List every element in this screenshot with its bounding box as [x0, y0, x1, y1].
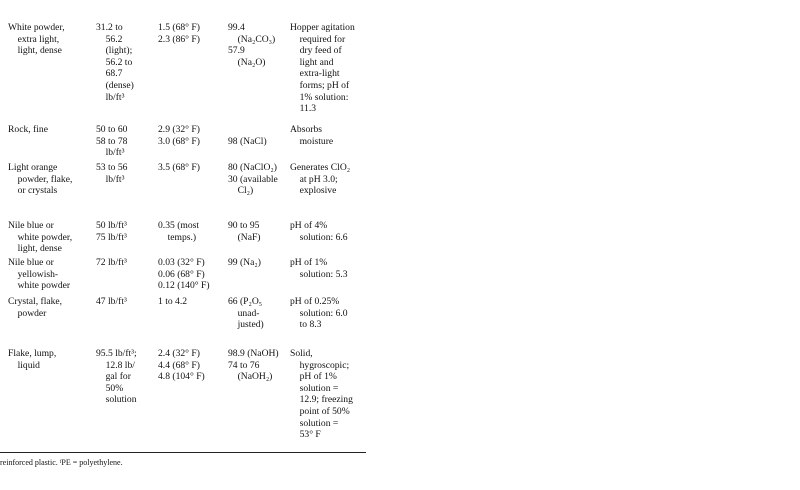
- form-cell: Light orange powder, flake, or crystals: [8, 162, 73, 197]
- remarks-cell: Absorbs moisture: [290, 124, 334, 147]
- form-cell: Crystal, flake, powder: [8, 296, 63, 319]
- form-cell: White powder, extra light, light, dense: [8, 22, 65, 57]
- solubility-cell: 3.5 (68° F): [158, 162, 200, 173]
- purity-cell: 99 (Na₂): [228, 257, 261, 268]
- density-cell: 72 lb/ft³: [96, 257, 127, 268]
- purity-cell: 99.4 (Na₂CO₃) 57.9 (Na₂O): [228, 22, 276, 68]
- solubility-cell: 0.35 (most temps.): [158, 220, 200, 243]
- form-cell: Nile blue or yellowish- white powder: [8, 257, 71, 292]
- solubility-cell: 1.5 (68° F) 2.3 (86° F): [158, 22, 200, 45]
- solubility-cell: 0.03 (32° F) 0.06 (68° F) 0.12 (140° F): [158, 257, 210, 292]
- table-bottom-rule: [0, 452, 366, 453]
- remarks-cell: Hopper agitation required for dry feed of light and extra-light forms; pH of 1% solution: 11.3: [290, 22, 355, 115]
- density-cell: 95.5 lb/ft³; 12.8 lb/ gal for 50% solution: [96, 348, 137, 406]
- purity-cell: 98.9 (NaOH) 74 to 76 (NaOH₂): [228, 348, 279, 383]
- purity-cell: 90 to 95 (NaF): [228, 220, 261, 243]
- remarks-cell: pH of 1% solution: 5.3: [290, 257, 348, 280]
- form-cell: Nile blue or white powder, light, dense: [8, 220, 73, 255]
- solubility-cell: 2.9 (32° F) 3.0 (68° F): [158, 124, 200, 147]
- density-cell: 31.2 to 56.2 (light); 56.2 to 68.7 (dense) lb/ft³: [96, 22, 134, 103]
- purity-cell: 98 (NaCl): [228, 135, 267, 147]
- footnote: reinforced plastic. ᶠPE = polyethylene.: [0, 458, 123, 467]
- solubility-cell: 2.4 (32° F) 4.4 (68° F) 4.8 (104° F): [158, 348, 205, 383]
- solubility-cell: 1 to 4.2: [158, 296, 188, 307]
- density-cell: 53 to 56 lb/ft³: [96, 162, 128, 185]
- remarks-cell: Solid, hygroscopic; pH of 1% solution = 12.9; freezing point of 50% solution = 53° F: [290, 348, 353, 441]
- remarks-cell: pH of 0.25% solution: 6.0 to 8.3: [290, 296, 348, 331]
- form-cell: Rock, fine: [8, 124, 48, 135]
- remarks-cell: Generates ClO₂ at pH 3.0; explosive: [290, 162, 351, 197]
- density-cell: 47 lb/ft³: [96, 296, 127, 307]
- remarks-cell: pH of 4% solution: 6.6: [290, 220, 348, 243]
- density-cell: 50 lb/ft³ 75 lb/ft³: [96, 220, 127, 243]
- form-cell: Flake, lump, liquid: [8, 348, 57, 371]
- purity-cell: 80 (NaClO₂) 30 (available Cl₂): [228, 162, 278, 197]
- purity-cell: 66 (P₂O₅ unad- justed): [228, 296, 264, 331]
- density-cell: 50 to 60 58 to 78 lb/ft³: [96, 124, 128, 159]
